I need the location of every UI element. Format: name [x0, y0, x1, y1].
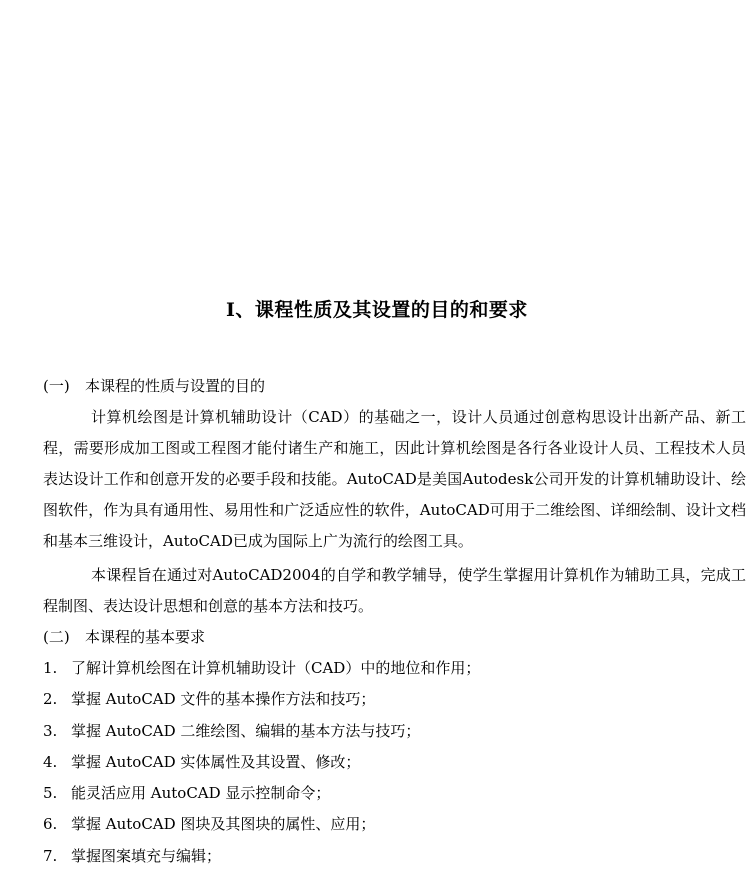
- section-heading-text: 本课程的性质与设置的目的: [85, 377, 266, 395]
- section-heading-text: 本课程的基本要求: [85, 628, 206, 646]
- item-number: 7.: [43, 846, 58, 865]
- section-number: (一): [43, 377, 70, 395]
- requirements-list: [43, 656, 480, 875]
- list-item: [43, 687, 480, 718]
- item-number: 1.: [43, 659, 58, 677]
- list-item: [43, 812, 480, 843]
- list-item: [43, 781, 480, 812]
- item-text: 掌握图案填充与编辑；: [71, 846, 222, 865]
- section-heading-1: [43, 376, 265, 396]
- list-item: [43, 656, 480, 687]
- paragraph-aim: 本课程旨在通过对AutoCAD2004的自学和教学辅导，使学生掌握用计算机作为辅助工具，完成工程制图、表达设计思想和创意的基本方法和技巧。: [43, 566, 746, 615]
- list-item: [43, 750, 480, 781]
- item-text: 掌握 AutoCAD 文件的基本操作方法和技巧；: [71, 690, 376, 709]
- item-number: 5.: [43, 784, 58, 803]
- item-text: 掌握 AutoCAD 二维绘图、编辑的基本方法与技巧；: [71, 721, 421, 740]
- list-item: [43, 844, 480, 875]
- list-item: [43, 719, 480, 750]
- paragraph-intro: 计算机绘图是计算机辅助设计（CAD）的基础之一，设计人员通过创意构思设计出新产品、新工程，需要形成加工图或工程图才能付诸生产和施工，因此计算机绘图是各行各业设计人员、工程技术人员表达设计工作和创意开发的必要手段和技能。AutoCAD是美国Autodesk公司开发的计算机辅助设计、绘图软件，作为具有通用性、易用性和广泛适应性的软件，AutoCAD可用于二维绘图、详细绘制、设计文档和基本三维设计，AutoCAD已成为国际上广为流行的绘图工具。: [43, 408, 746, 550]
- item-number: 6.: [43, 815, 58, 834]
- item-number: 3.: [43, 721, 58, 740]
- item-text: 掌握 AutoCAD 图块及其图块的属性、应用；: [71, 815, 376, 834]
- page-title: I、课程性质及其设置的目的和要求: [226, 299, 528, 321]
- item-text: 了解计算机绘图在计算机辅助设计（CAD）中的地位和作用；: [71, 659, 481, 677]
- item-text: 掌握 AutoCAD 实体属性及其设置、修改；: [71, 752, 361, 771]
- section-number: (二): [43, 628, 70, 646]
- item-text: 能灵活应用 AutoCAD 显示控制命令；: [71, 784, 331, 803]
- item-number: 2.: [43, 690, 58, 709]
- item-number: 4.: [43, 752, 58, 771]
- section-heading-2: [43, 627, 205, 647]
